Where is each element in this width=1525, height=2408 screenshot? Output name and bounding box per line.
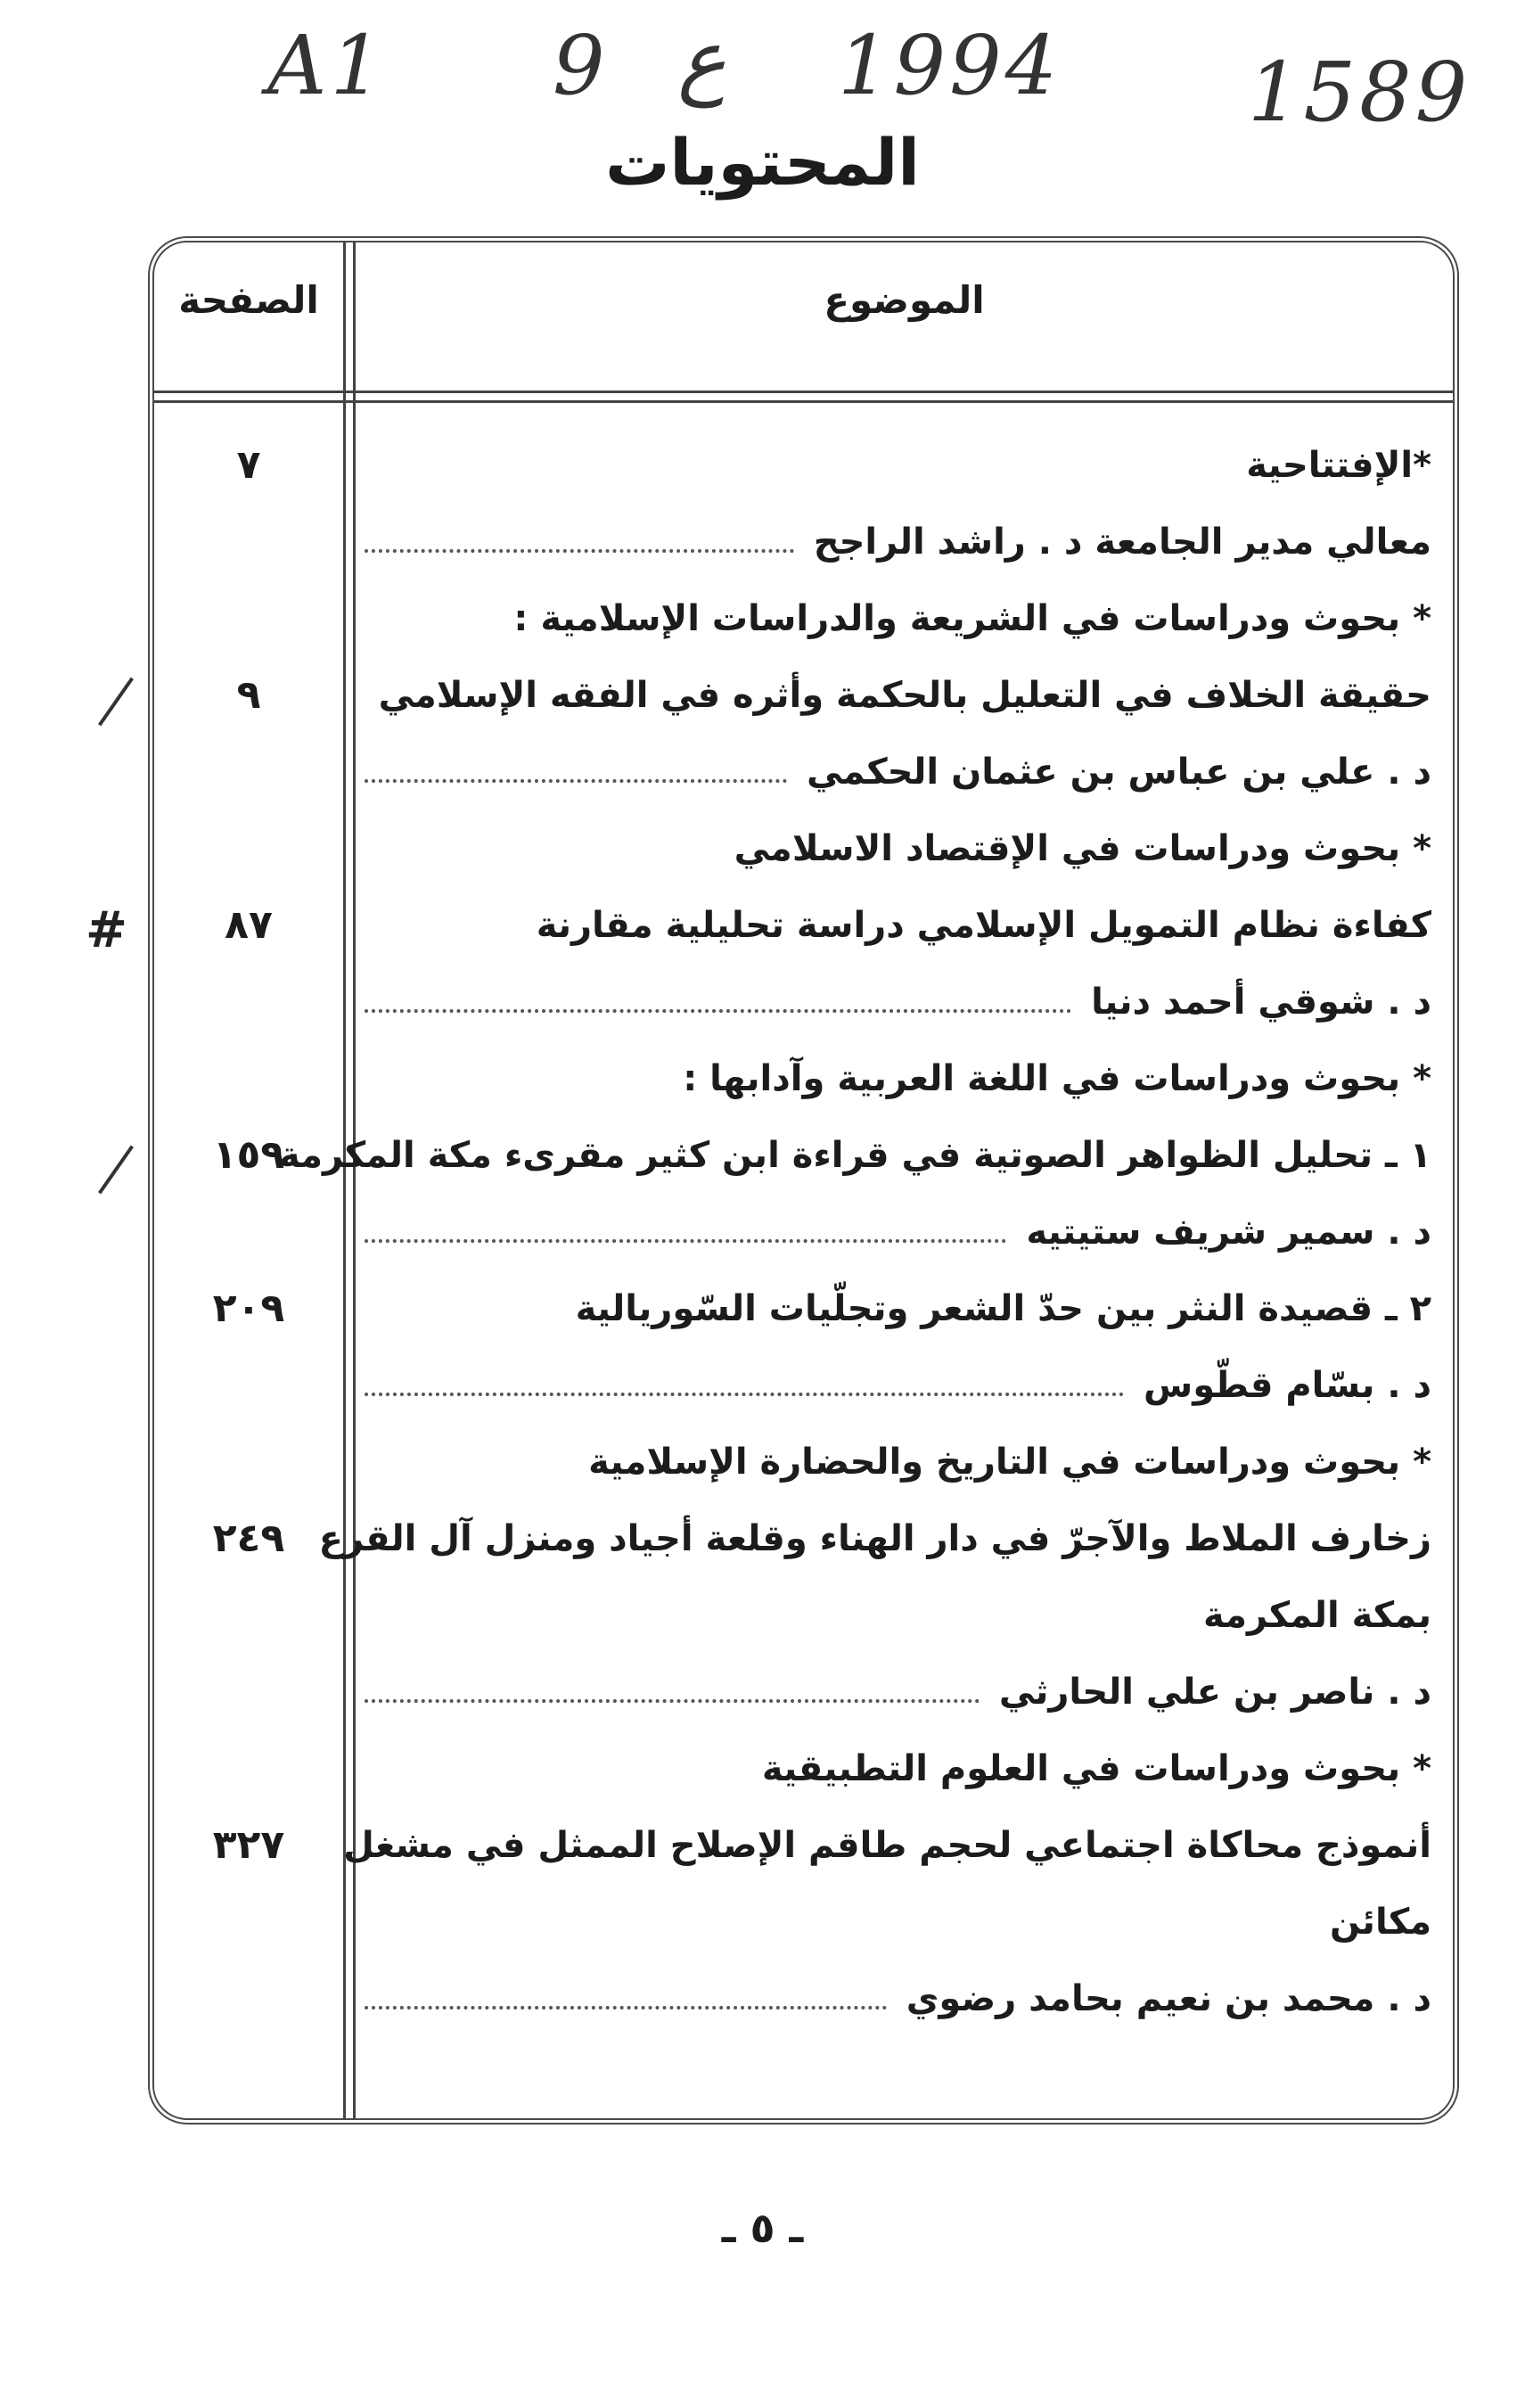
margin-check-mark xyxy=(98,1146,134,1195)
toc-section-heading: * بحوث ودراسات في اللغة العربية وآدابها : xyxy=(683,1058,1431,1099)
header-separator xyxy=(154,390,1453,403)
toc-row xyxy=(154,1270,1453,1347)
toc-row xyxy=(154,1117,1453,1194)
toc-entry-title: ١ ـ تحليل الظواهر الصوتية في قراءة ابن كثير مقرىء مكة المكرمة xyxy=(279,1135,1431,1176)
leader-dots xyxy=(365,531,794,553)
toc-section-heading: * بحوث ودراسات في الشريعة والدراسات الإسلامية : xyxy=(513,598,1431,639)
toc-author xyxy=(361,504,1431,580)
toc-row xyxy=(154,1040,1453,1117)
header-page: الصفحة xyxy=(178,278,319,322)
toc-row xyxy=(154,580,1453,657)
handwritten-day: 9 xyxy=(553,18,609,113)
toc-page-number: ٢٠٩ xyxy=(212,1286,285,1331)
toc-author xyxy=(361,1654,1431,1730)
handwritten-month: ع xyxy=(677,12,726,108)
toc-author xyxy=(361,1194,1431,1270)
toc-row xyxy=(154,887,1453,964)
toc-row xyxy=(154,427,1453,504)
toc-row xyxy=(154,1577,1453,1654)
toc-entry-title: مكائن xyxy=(1329,1902,1431,1943)
leader-dots xyxy=(365,1221,1006,1243)
margin-check-mark xyxy=(98,678,134,727)
leader-dots xyxy=(365,1681,980,1703)
toc-row xyxy=(154,657,1453,734)
toc-entry-title: *الإفتتاحية xyxy=(1246,445,1431,486)
toc-page-number: ١٥٩ xyxy=(212,1132,285,1178)
toc-row xyxy=(154,504,1453,580)
toc-row xyxy=(154,1424,1453,1500)
toc-section-heading: * بحوث ودراسات في الإقتصاد الاسلامي xyxy=(734,828,1431,869)
toc-row xyxy=(154,964,1453,1040)
toc-entry-title: كفاءة نظام التمويل الإسلامي دراسة تحليلية مقارنة xyxy=(536,905,1431,946)
toc-row xyxy=(154,1807,1453,1884)
toc-entry-title: حقيقة الخلاف في التعليل بالحكمة وأثره في الفقه الإسلامي xyxy=(378,675,1431,716)
toc-author xyxy=(361,964,1431,1040)
leader-dots xyxy=(365,991,1071,1013)
toc-section-heading: * بحوث ودراسات في العلوم التطبيقية xyxy=(761,1748,1431,1789)
author-name: د . شوقي أحمد دنيا xyxy=(1091,982,1431,1023)
toc-row xyxy=(154,1500,1453,1577)
toc-page-number: ٣٢٧ xyxy=(212,1822,285,1868)
leader-dots xyxy=(365,761,787,783)
toc-row xyxy=(154,1960,1453,2037)
toc-author xyxy=(361,1960,1431,2037)
toc-row xyxy=(154,1194,1453,1270)
margin-hash-mark: # xyxy=(86,900,127,959)
toc-page-number: ٨٧ xyxy=(225,902,273,948)
author-name: د . بسّام قطّوس xyxy=(1144,1365,1431,1406)
toc-row xyxy=(154,1347,1453,1424)
toc-entry-title: ٢ ـ قصيدة النثر بين حدّ الشعر وتجلّيات السّوريالية xyxy=(575,1288,1431,1329)
handwritten-number: 1589 xyxy=(1248,45,1472,140)
toc-row xyxy=(154,1730,1453,1807)
toc-page-number: ٢٤٩ xyxy=(212,1516,285,1561)
author-name: د . محمد بن نعيم بحامد رضوي xyxy=(906,1978,1431,2019)
handwritten-code: A1 xyxy=(267,18,386,113)
toc-entry-title: زخارف الملاط والآجرّ في دار الهناء وقلعة أجياد ومنزل آل القرع xyxy=(318,1518,1431,1559)
toc-page-number: ٩ xyxy=(236,672,261,718)
handwritten-year: 1994 xyxy=(838,18,1062,113)
page-title: المحتويات xyxy=(605,125,920,200)
header-topic: الموضوع xyxy=(824,278,985,322)
author-name: د . علي بن عباس بن عثمان الحكمي xyxy=(807,752,1431,793)
toc-entry-title: بمكة المكرمة xyxy=(1203,1595,1431,1636)
toc-author xyxy=(361,1347,1431,1424)
leader-dots xyxy=(365,1375,1124,1396)
toc-row xyxy=(154,734,1453,810)
author-name: د . سمير شريف ستيتيه xyxy=(1026,1212,1431,1253)
leader-dots xyxy=(365,1988,887,2009)
author-name: د . ناصر بن علي الحارثي xyxy=(998,1672,1431,1713)
toc-author xyxy=(361,734,1431,810)
author-name: معالي مدير الجامعة د . راشد الراجح xyxy=(813,522,1431,563)
toc-row xyxy=(154,810,1453,887)
toc-row xyxy=(154,1884,1453,1960)
toc-section-heading: * بحوث ودراسات في التاريخ والحضارة الإسلامية xyxy=(588,1442,1431,1483)
toc-entry-title: أنموذج محاكاة اجتماعي لحجم طاقم الإصلاح الممثل في مشغل xyxy=(343,1825,1431,1866)
toc-page-number: ٧ xyxy=(236,442,261,488)
toc-table xyxy=(148,236,1459,2124)
page-number: ـ ٥ ـ xyxy=(721,2204,804,2252)
toc-row xyxy=(154,1654,1453,1730)
